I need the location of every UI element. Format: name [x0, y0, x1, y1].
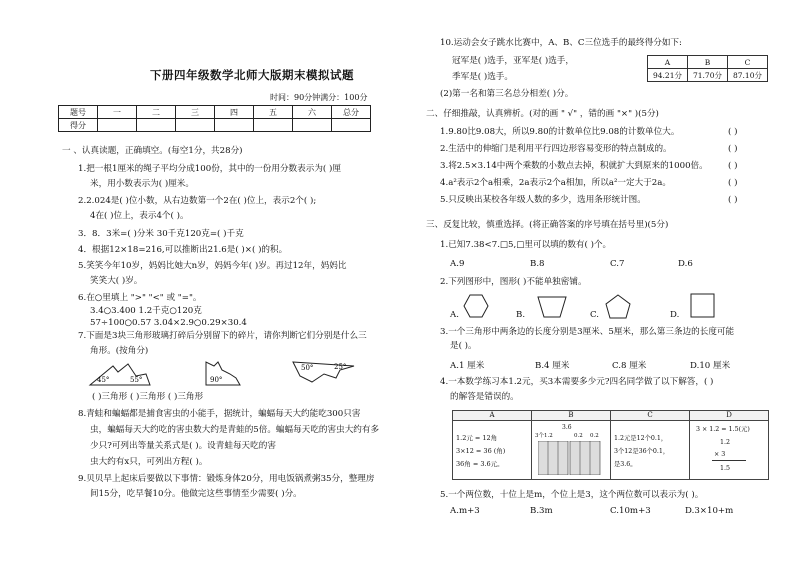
angle-label: 45°: [97, 376, 110, 384]
q2-option: D.: [670, 310, 680, 320]
solution-c: [611, 421, 690, 480]
solution-line: 1.2元 = 12角: [456, 434, 498, 442]
score-cell[interactable]: [332, 119, 371, 132]
q1-option: D.6: [678, 259, 693, 269]
solutions-table: [452, 410, 769, 480]
q-line: 4．根据12×18=216,可以推断出21.6是( )×( )的积。: [78, 245, 288, 255]
q-line: 间15分，吃早餐10分。他做完这些事情至少需要( )分。: [90, 489, 302, 499]
q5-option: B.3m: [530, 506, 553, 516]
solution-line: 0.2: [590, 433, 599, 439]
section2-heading: 二、仔细推敲，认真辨析。(对的画 " √" ，错的画 "×" )(5分): [426, 109, 659, 119]
judge-answer-box[interactable]: ( ): [728, 144, 738, 154]
score-cell: 六: [293, 106, 332, 119]
q3-option: A.1 厘米: [450, 361, 485, 371]
q10-line: 季军是( )选手。: [452, 72, 513, 82]
q-line: 6.在○里填上 ">" "<" 或 "="。: [78, 293, 202, 303]
q-line: 1.把一根1厘米的绳子平均分成100份，其中的一份用分数表示为( )厘: [78, 164, 341, 174]
q3-option: C.8 厘米: [612, 361, 647, 371]
time-line: 时间：90分钟满分：100分: [270, 93, 368, 102]
judge-item: 2.生活中的伸缩门是利用平行四边形容易变形的特点制成的。: [440, 144, 672, 154]
q1-option: C.7: [610, 259, 625, 269]
solution-line: 3.6: [562, 424, 572, 431]
solution-line: 0.2: [574, 433, 583, 439]
q3-text: 是( )。: [450, 341, 477, 351]
q5-text: 5.一个两位数，十位上是m，个位上是3，这个两位数可以表示为( )。: [440, 490, 704, 500]
score-cell: 五: [254, 106, 293, 119]
q-line: 57÷100○0.57 3.04×2.9○0.29×30.4: [90, 318, 247, 328]
q5-option: C.10m+3: [610, 506, 651, 516]
solution-line: 是3.6。: [614, 461, 637, 468]
judge-answer-box[interactable]: ( ): [728, 178, 738, 188]
q-line: 3．8．3米=( )分米 30千克120克=( )千克: [78, 229, 244, 239]
q-line: 米，用小数表示为( )厘米。: [90, 179, 194, 189]
angle-label: 55°: [130, 376, 143, 384]
q-line: 9.贝贝早上起床后要做以下事情：锻炼身体20分，用电饭锅煮粥35分，整理房: [78, 474, 375, 484]
score-cell[interactable]: [98, 119, 137, 132]
q-line: 5.笑笑今年10岁，妈妈比她大n岁，妈妈今年( )岁。再过12年，妈妈比: [78, 261, 347, 271]
solution-d: [690, 421, 769, 480]
score-cell[interactable]: [254, 119, 293, 132]
pentagon-icon: [606, 295, 630, 318]
judge-answer-box[interactable]: ( ): [728, 195, 738, 205]
q10-line: 10.运动会女子跳水比赛中，A、B、C三位选手的最终得分如下:: [440, 38, 682, 48]
q4-text: 4.一本数学练习本1.2元，买3本需要多少元?四名同学做了以下解答，( ): [440, 377, 714, 387]
square-icon: [691, 294, 714, 317]
q10-line: 冠军是( )选手，亚军是( )选手，: [452, 56, 574, 66]
score-cell: 题号: [59, 106, 98, 119]
solution-header: B: [532, 411, 611, 421]
q-line: 8.青蛙和蝙蝠都是捕食害虫的小能手，据统计，蝙蝠每天大约能吃300只害: [78, 409, 361, 419]
exam-title: 下册四年级数学北师大版期末模拟试题: [150, 68, 354, 82]
q-line: 虫大约有x只，可列出方程( )。: [90, 457, 208, 467]
q2-text: 2.下列图形中，图形( )不能单独密铺。: [440, 277, 587, 287]
score-cell: 总分: [332, 106, 371, 119]
solution-line: 3 × 1.2 = 1.5(元): [696, 426, 750, 433]
q-line: 4在( )位上，表示4个( )。: [90, 211, 189, 221]
score-cell: 一: [98, 106, 137, 119]
hexagon-icon: [464, 295, 488, 317]
score-cell[interactable]: [215, 119, 254, 132]
score-cell: 四: [215, 106, 254, 119]
solution-line: 1.5: [720, 465, 731, 472]
q-line: 2.2.024是( )位小数，从右边数第一个2在( )位上，表示2个( );: [78, 196, 317, 206]
q5-option: D.3×10+m: [685, 506, 734, 516]
solution-line: 3个1.2: [535, 433, 553, 439]
q-line: 虫，蝙蝠每天大约吃的害虫数大约是青蛙的5倍。蝙蝠每天吃的害虫大约有多: [90, 425, 380, 435]
decimal-blocks-icon: [538, 441, 604, 475]
q-line: 3.4○3.400 1.2千克○120克: [90, 306, 202, 316]
score-cell: 三: [176, 106, 215, 119]
q-line: 角形。(按角分): [90, 346, 149, 356]
q1-text: 1.已知7.38<7.□5,□里可以填的数有( )个。: [440, 240, 612, 250]
trapezoid-icon: [538, 297, 566, 317]
q3-text: 3.一个三角形中两条边的长度分别是3厘米、5厘米，那么第三条边的长度可能: [440, 327, 735, 337]
solution-line: 3个12是36个0.1，: [614, 448, 670, 455]
solution-line: × 3: [714, 451, 726, 458]
score-header: B: [688, 56, 728, 69]
score-value: 71.70分: [688, 69, 728, 82]
judge-answer-box[interactable]: ( ): [728, 127, 738, 137]
judge-item: 3.将2.5×3.14中两个乘数的小数点去掉，积就扩大到原来的1000倍。: [440, 161, 708, 171]
score-header: C: [728, 56, 768, 69]
solution-line: 3×12 = 36 (角): [456, 447, 506, 455]
q1-option: B.8: [530, 259, 545, 269]
score-cell[interactable]: [293, 119, 332, 132]
divider: [712, 460, 746, 461]
score-value: 94.21分: [648, 69, 688, 82]
q-line: ( )三角形 ( )三角形 ( )三角形: [92, 392, 204, 402]
solution-line: 36角 = 3.6元。: [456, 460, 504, 468]
q1-option: A.9: [450, 259, 465, 269]
score-cell[interactable]: [176, 119, 215, 132]
q10-line: (2)第一名和第三名总分相差( )分。: [440, 89, 574, 99]
score-header-row: [59, 106, 371, 119]
q4-text: 的解答是错误的。: [450, 392, 519, 402]
q-line: 笑笑大( )岁。: [90, 276, 143, 286]
judge-item: 5.只反映出某校各年级人数的多少，选用条形统计图。: [440, 195, 646, 205]
triangle-fragments: [88, 358, 358, 388]
section1-heading: 一 、认真读题，正确填空。(每空1分，共28分): [62, 146, 243, 156]
solution-b: [532, 421, 611, 480]
judge-item: 1.9.80比9.08大，所以9.80的计数单位比9.08的计数单位大。: [440, 127, 680, 137]
diving-score-table: [647, 55, 768, 82]
score-table: [58, 105, 371, 132]
q3-option: B.4 厘米: [535, 361, 570, 371]
q2-option: A.: [450, 310, 459, 320]
score-row: [59, 119, 371, 132]
score-header: A: [648, 56, 688, 69]
solution-header: D: [690, 411, 769, 421]
q5-option: A.m+3: [450, 506, 480, 516]
score-value: 87.10分: [728, 69, 768, 82]
q2-option: C.: [590, 310, 600, 320]
judge-item: 4.a²表示2个a相乘，2a表示2个a相加，所以a²一定大于2a。: [440, 178, 671, 188]
solution-a: [453, 421, 532, 480]
score-cell[interactable]: [137, 119, 176, 132]
q3-option: D.10 厘米: [690, 361, 731, 371]
shape-options: [460, 292, 730, 322]
section3-heading: 三、反复比较，慎重选择。(将正确答案的序号填在括号里)(5分): [426, 220, 669, 230]
judge-answer-box[interactable]: ( ): [728, 161, 738, 171]
solution-line: 1.2元是12个0.1，: [614, 435, 668, 442]
solution-header: A: [453, 411, 532, 421]
angle-label: 25°: [334, 363, 347, 371]
q-line: 7.下面是3块三角形玻璃打碎后分别留下的碎片，请你判断它们分别是什么三: [78, 331, 367, 341]
score-cell: 二: [137, 106, 176, 119]
solution-line: 1.2: [720, 439, 731, 446]
score-cell: 得分: [59, 119, 98, 132]
q-line: 少只?可列出等量关系式是( )。设青蛙每天吃的害: [90, 441, 276, 451]
angle-label: 90°: [210, 376, 223, 384]
solution-header: C: [611, 411, 690, 421]
angle-label: 50°: [301, 364, 314, 372]
q2-option: B.: [516, 310, 526, 320]
